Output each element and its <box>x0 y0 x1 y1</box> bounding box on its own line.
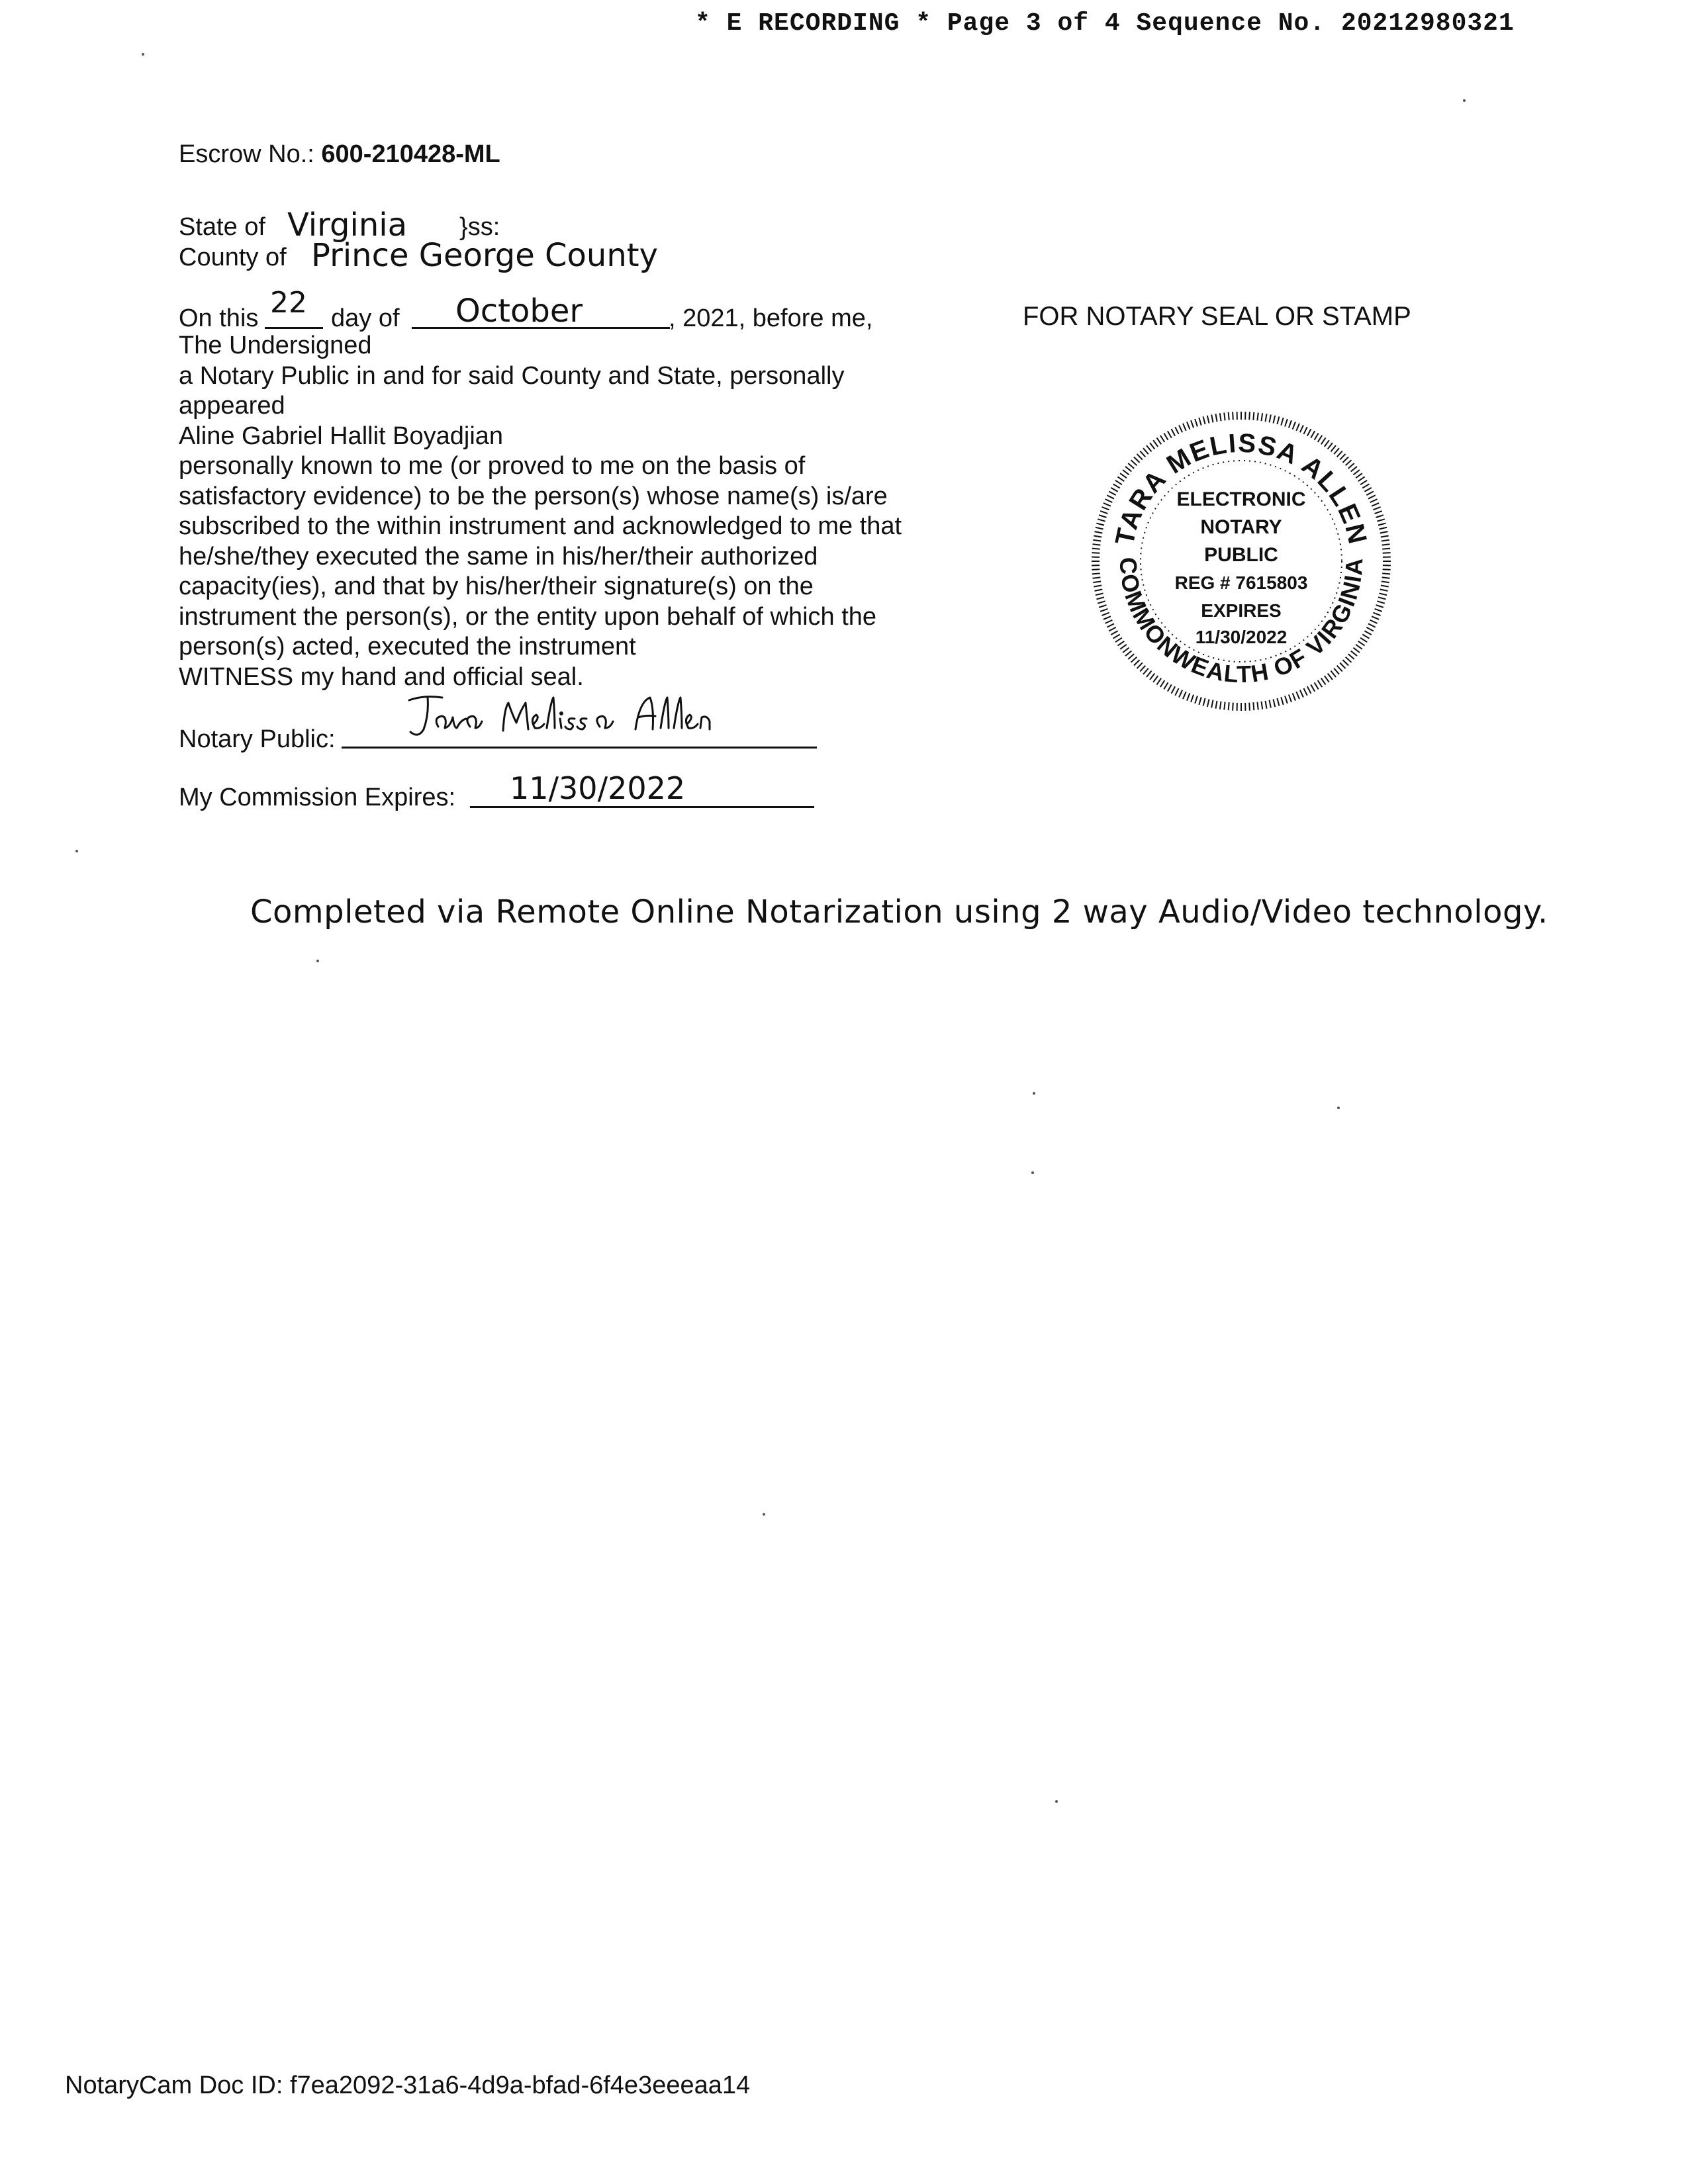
seal-tick <box>1215 701 1217 709</box>
seal-tick <box>1381 585 1389 586</box>
seal-tick <box>1378 597 1386 599</box>
seal-tick <box>1383 569 1391 570</box>
seal-tick <box>1094 585 1102 586</box>
ack-line: capacity(ies), and that by his/her/their signature(s) on the <box>179 572 814 600</box>
seal-tick <box>1211 700 1213 708</box>
seal-tick <box>1111 488 1117 492</box>
month-value: October <box>455 293 583 330</box>
seal-line-electronic: ELECTRONIC <box>1176 488 1306 510</box>
seal-line-expires: EXPIRES <box>1201 600 1282 621</box>
seal-tick <box>1128 654 1134 659</box>
seal-tick <box>1120 645 1127 649</box>
seal-tick <box>1293 422 1295 429</box>
seal-tick <box>1249 703 1250 711</box>
escrow-line <box>179 140 500 169</box>
seal-heading: FOR NOTARY SEAL OR STAMP <box>1023 302 1411 331</box>
seal-tick <box>1183 692 1186 699</box>
seal-tick <box>1356 645 1362 649</box>
seal-tick <box>1125 651 1131 656</box>
seal-line-date: 11/30/2022 <box>1195 627 1288 647</box>
seal-tick <box>1191 420 1194 428</box>
seal-tick <box>1093 581 1101 582</box>
seal-tick <box>1376 515 1383 518</box>
ss-label: }ss: <box>459 213 500 241</box>
seal-tick <box>1092 544 1100 545</box>
seal-tick <box>1337 666 1342 672</box>
seal-tick <box>1103 503 1111 506</box>
seal-tick <box>1207 416 1209 424</box>
seal-tick <box>1375 609 1382 612</box>
seal-tick <box>1143 668 1149 674</box>
seal-tick <box>1100 609 1107 612</box>
seal-tick <box>1099 605 1106 608</box>
seal-tick <box>1277 698 1279 706</box>
seal-tick <box>1117 477 1124 481</box>
seal-tick <box>1175 427 1178 434</box>
seal-tick <box>1102 613 1109 615</box>
seal-tick <box>1379 593 1387 595</box>
seal-tick <box>1164 682 1168 689</box>
seal-tick <box>1147 445 1152 451</box>
seal-tick <box>1382 581 1389 582</box>
seal-tick <box>1187 422 1190 429</box>
seal-tick <box>1368 495 1376 498</box>
seal-tick <box>1134 660 1140 665</box>
seal-tick <box>1328 673 1333 680</box>
seal-tick <box>1378 523 1386 525</box>
seal-tick <box>1353 470 1360 475</box>
seal-tick <box>1348 463 1354 469</box>
seal-tick <box>1382 577 1390 578</box>
day-underline <box>265 327 323 329</box>
seal-tick <box>1307 429 1311 436</box>
seal-tick <box>1096 593 1103 595</box>
seal-line-reg: REG # 7615803 <box>1174 572 1308 593</box>
seal-tick <box>1211 415 1213 423</box>
county-label: County of <box>179 244 287 271</box>
seal-tick <box>1265 414 1266 422</box>
ack-line: appeared <box>179 392 285 420</box>
seal-tick <box>1134 457 1140 462</box>
seal-tick <box>1140 666 1145 672</box>
seal-tick <box>1300 690 1303 698</box>
seal-tick <box>1125 467 1131 472</box>
seal-tick <box>1096 527 1103 529</box>
seal-tick <box>1318 680 1322 687</box>
seal-tick <box>1199 697 1201 705</box>
seal-tick <box>1120 473 1127 478</box>
seal-tick <box>1373 613 1380 615</box>
commission-value: 11/30/2022 <box>510 770 686 806</box>
on-this-label: On this <box>179 304 259 332</box>
seal-tick <box>1331 445 1336 451</box>
seal-tick <box>1220 413 1221 421</box>
seal-tick <box>1191 695 1194 702</box>
notary-signature-line <box>342 747 817 749</box>
seal-tick <box>1368 623 1376 627</box>
seal-tick <box>1342 457 1348 462</box>
state-value: Virginia <box>287 206 407 244</box>
seal-tick <box>1261 413 1262 421</box>
seal-bottom-arc: COMMONWEALTH OF VIRGINIA <box>1114 557 1368 688</box>
seal-tick <box>1172 429 1176 436</box>
seal-tick <box>1353 648 1360 653</box>
seal-tick <box>1195 696 1197 704</box>
seal-tick <box>1321 678 1326 685</box>
seal-tick <box>1307 686 1311 694</box>
notary-seal <box>1086 409 1397 713</box>
seal-line-public: PUBLIC <box>1204 544 1278 566</box>
seal-tick <box>1102 507 1109 510</box>
seal-tick <box>1375 511 1382 514</box>
seal-tick <box>1285 696 1288 704</box>
seal-tick <box>1257 412 1258 420</box>
seal-tick <box>1203 416 1205 424</box>
seal-line-notary: NOTARY <box>1200 516 1282 538</box>
seal-tick <box>1337 451 1342 457</box>
seal-tick <box>1358 477 1365 481</box>
seal-tick <box>1315 433 1319 439</box>
seal-tick <box>1346 460 1352 465</box>
seal-tick <box>1257 702 1258 710</box>
seal-tick <box>1328 443 1333 449</box>
seal-tick <box>1277 416 1279 424</box>
seal-tick <box>1172 686 1176 694</box>
seal-tick <box>1095 531 1103 533</box>
seal-tick <box>1220 702 1221 709</box>
commission-label: My Commission Expires: <box>179 784 456 811</box>
seal-tick <box>1311 431 1315 437</box>
seal-tick <box>1215 414 1217 422</box>
seal-tick <box>1203 698 1205 706</box>
signer-name: Aline Gabriel Hallit Boyadjian <box>179 422 504 450</box>
seal-tick <box>1179 425 1182 432</box>
remote-notarization-note: Completed via Remote Online Notarization using 2 way Audio/Video technology. <box>250 893 1548 931</box>
ack-line: The Undersigned <box>179 332 372 359</box>
seal-tick <box>1099 515 1106 518</box>
seal-tick <box>1382 573 1390 574</box>
seal-tick <box>1164 433 1168 439</box>
seal-tick <box>1147 671 1152 677</box>
scan-speck <box>763 1513 765 1516</box>
seal-tick <box>1289 695 1291 702</box>
seal-tick <box>1376 605 1383 608</box>
notarycam-doc-id: NotaryCam Doc ID: f7ea2092-31a6-4d9a-bfad-6f4e3eeeaa14 <box>65 2071 751 2099</box>
seal-tick <box>1372 503 1379 506</box>
seal-tick <box>1373 507 1380 510</box>
seal-tick <box>1179 690 1182 698</box>
seal-tick <box>1092 573 1100 574</box>
seal-tick <box>1315 682 1319 689</box>
seal-tick <box>1195 419 1197 426</box>
seal-tick <box>1137 454 1142 460</box>
year-before-me: , 2021, before me, <box>669 304 873 332</box>
notary-signature <box>404 688 715 748</box>
seal-tick <box>1289 420 1291 428</box>
ack-line: subscribed to the within instrument and acknowledged to me that <box>179 512 902 540</box>
seal-tick <box>1362 635 1369 639</box>
seal-tick <box>1109 627 1116 631</box>
acknowledgment-body <box>179 331 973 692</box>
seal-tick <box>1281 697 1283 705</box>
ack-line: a Notary Public in and for said County and State, personally <box>179 361 845 390</box>
commission-underline <box>470 806 814 808</box>
recording-header: * E RECORDING * Page 3 of 4 Sequence No. 20212980321 <box>695 9 1515 38</box>
scan-speck <box>1055 1800 1058 1803</box>
seal-tick <box>1342 660 1348 665</box>
seal-tick <box>1153 676 1158 682</box>
seal-tick <box>1175 688 1178 696</box>
seal-tick <box>1224 412 1225 420</box>
seal-tick <box>1334 668 1339 674</box>
scan-speck <box>1031 1171 1034 1174</box>
day-value: 22 <box>270 286 307 320</box>
seal-tick <box>1370 499 1378 502</box>
seal-tick <box>1269 415 1270 423</box>
ack-line: he/she/they executed the same in his/her/their authorized <box>179 542 818 570</box>
seal-tick <box>1113 484 1119 488</box>
seal-tick <box>1340 454 1345 460</box>
seal-tick <box>1150 673 1154 680</box>
seal-tick <box>1318 435 1322 442</box>
seal-tick <box>1351 467 1357 472</box>
seal-tick <box>1093 540 1101 541</box>
seal-tick <box>1092 577 1100 578</box>
seal-tick <box>1273 416 1275 424</box>
seal-tick <box>1115 480 1122 484</box>
seal-tick <box>1364 631 1371 635</box>
seal-tick <box>1183 424 1186 431</box>
ack-line: person(s) acted, executed the instrument <box>179 633 636 660</box>
seal-tick <box>1199 418 1201 426</box>
seal-tick <box>1351 651 1357 656</box>
seal-tick <box>1372 616 1379 619</box>
seal-tick <box>1100 511 1107 514</box>
seal-tick <box>1253 412 1254 420</box>
seal-tick <box>1303 688 1307 696</box>
seal-tick <box>1140 451 1145 457</box>
seal-tick <box>1107 495 1114 498</box>
seal-tick <box>1094 535 1102 537</box>
seal-tick <box>1377 519 1385 521</box>
seal-tick <box>1137 662 1142 668</box>
state-label: State of <box>179 213 265 241</box>
ack-line: instrument the person(s), or the entity upon behalf of which the <box>179 602 877 631</box>
ack-line: satisfactory evidence) to be the person(s) whose name(s) is/are <box>179 482 888 510</box>
seal-tick <box>1269 700 1270 708</box>
seal-tick <box>1131 460 1137 465</box>
seal-tick <box>1370 620 1378 623</box>
seal-tick <box>1346 657 1352 662</box>
seal-tick <box>1311 684 1315 691</box>
seal-tick <box>1380 531 1388 533</box>
seal-tick <box>1296 424 1299 431</box>
seal-tick <box>1265 701 1266 709</box>
seal-tick <box>1115 638 1122 642</box>
escrow-number: 600-210428-ML <box>321 140 500 168</box>
seal-tick <box>1128 463 1134 469</box>
seal-tick <box>1156 437 1161 444</box>
seal-tick <box>1160 435 1164 442</box>
seal-tick <box>1360 638 1367 642</box>
seal-tick <box>1156 678 1161 685</box>
seal-tick <box>1253 702 1254 710</box>
seal-tick <box>1153 440 1158 447</box>
day-of-label: day of <box>331 304 400 332</box>
ack-line: personally known to me (or proved to me on the basis of <box>179 452 806 480</box>
seal-tick <box>1249 412 1250 420</box>
seal-tick <box>1105 620 1112 623</box>
seal-tick <box>1340 662 1345 668</box>
scan-speck <box>1463 99 1466 102</box>
seal-tick <box>1325 676 1329 682</box>
seal-tick <box>1366 627 1374 631</box>
seal-tick <box>1224 702 1225 710</box>
seal-tick <box>1168 431 1172 437</box>
witness-line: WITNESS my hand and official seal. <box>179 662 584 691</box>
seal-tick <box>1300 425 1303 432</box>
notary-public-label: Notary Public: <box>179 725 336 753</box>
scan-speck <box>316 960 319 962</box>
seal-tick <box>1360 480 1367 484</box>
seal-tick <box>1285 419 1288 426</box>
seal-tick <box>1348 654 1354 659</box>
seal-tick <box>1273 699 1275 707</box>
seal-tick <box>1381 535 1389 537</box>
seal-tick <box>1123 470 1129 475</box>
seal-tick <box>1168 684 1172 691</box>
seal-tick <box>1380 589 1388 590</box>
scan-speck <box>1337 1107 1340 1109</box>
seal-tick <box>1160 680 1164 687</box>
seal-tick <box>1261 702 1262 709</box>
seal-tick <box>1293 693 1295 700</box>
seal-tick <box>1325 440 1329 447</box>
seal-tick <box>1109 492 1116 496</box>
scan-speck <box>142 53 144 56</box>
seal-tick <box>1098 519 1105 521</box>
scan-speck <box>75 850 78 852</box>
seal-tick <box>1131 657 1137 662</box>
seal-tick <box>1092 569 1100 570</box>
seal-tick <box>1207 699 1209 707</box>
seal-tick <box>1095 589 1103 590</box>
seal-tick <box>1331 671 1336 677</box>
seal-tick <box>1103 616 1111 619</box>
seal-tick <box>1321 437 1326 444</box>
seal-tick <box>1303 427 1307 434</box>
seal-tick <box>1111 631 1117 635</box>
seal-tick <box>1281 418 1283 426</box>
seal-tick <box>1150 443 1154 449</box>
seal-tick <box>1187 693 1190 700</box>
seal-tick <box>1358 641 1365 646</box>
seal-tick <box>1143 448 1149 454</box>
seal-tick <box>1096 597 1104 599</box>
seal-tick <box>1364 488 1371 492</box>
seal-tick <box>1377 601 1385 603</box>
seal-tick <box>1334 448 1339 454</box>
scan-speck <box>1033 1092 1035 1095</box>
seal-tick <box>1379 527 1387 529</box>
seal-tick <box>1096 523 1104 525</box>
seal-tick <box>1105 499 1112 502</box>
seal-tick <box>1382 544 1390 545</box>
seal-tick <box>1366 492 1374 496</box>
seal-tick <box>1356 473 1362 478</box>
seal-tick <box>1107 623 1114 627</box>
seal-top-arc: TARA MELISSA ALLEN <box>1109 428 1373 548</box>
seal-tick <box>1296 692 1299 699</box>
county-value: Prince George County <box>311 237 658 274</box>
seal-tick <box>1123 648 1129 653</box>
seal-tick <box>1362 484 1369 488</box>
seal-tick <box>1117 641 1124 646</box>
month-underline <box>412 327 670 329</box>
seal-tick <box>1382 540 1389 541</box>
seal-tick <box>1113 635 1119 639</box>
escrow-label: Escrow No.: <box>179 140 314 168</box>
seal-tick <box>1098 601 1105 603</box>
